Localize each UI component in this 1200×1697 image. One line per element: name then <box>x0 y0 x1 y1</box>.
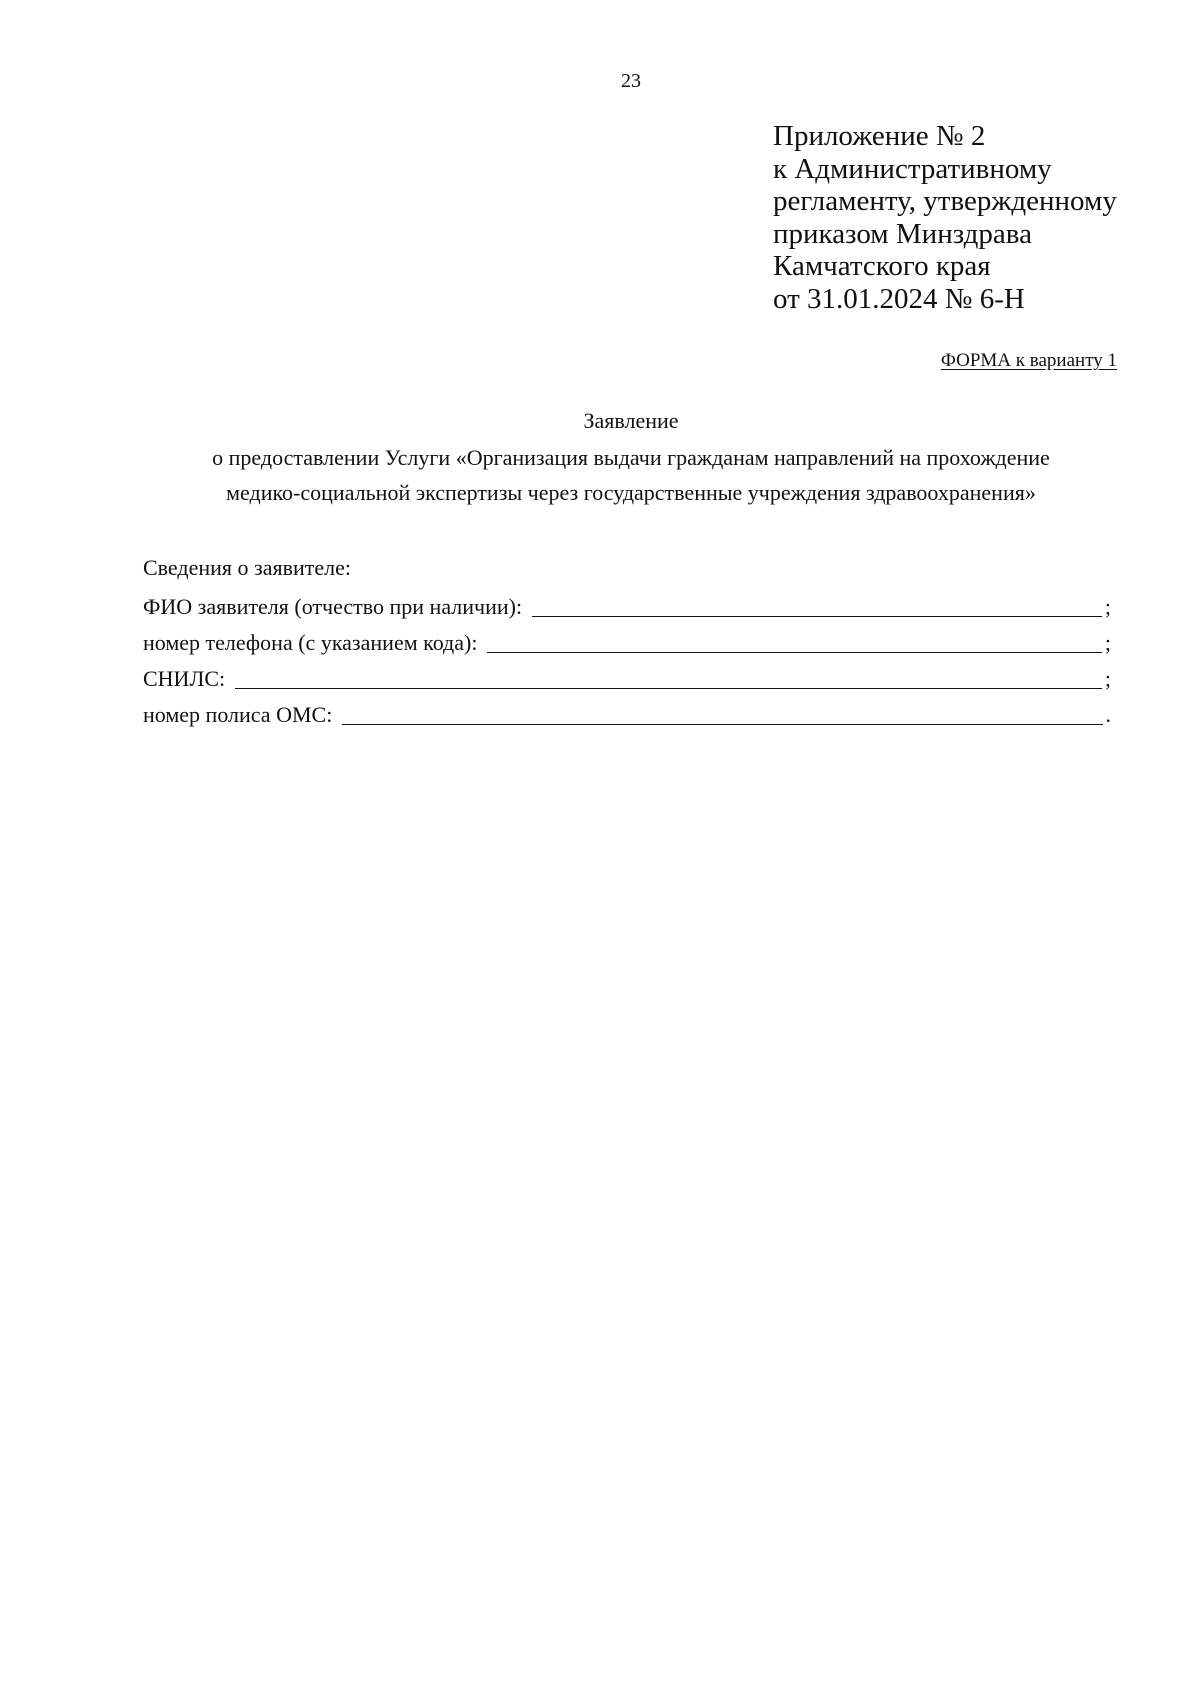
oms-policy-label: номер полиса ОМС: <box>143 702 333 727</box>
appendix-line: к Административному <box>773 152 1052 185</box>
appendix-line: приказом Минздрава <box>773 217 1032 250</box>
document-subtitle <box>100 440 1162 510</box>
snils-row <box>143 662 1111 692</box>
snils-terminator: ; <box>1104 666 1111 691</box>
appendix-line: от 31.01.2024 № 6-Н <box>773 282 1025 315</box>
oms-policy-row <box>143 698 1111 728</box>
snils-label: СНИЛС: <box>143 666 226 691</box>
form-variant-label: ФОРМА к варианту 1 <box>940 350 1117 371</box>
subtitle-line: о предоставлении Услуги «Организация выдачи гражданам направлений на прохождение <box>212 445 1050 470</box>
phone-row <box>143 626 1111 656</box>
full-name-label: ФИО заявителя (отчество при наличии): <box>143 594 523 619</box>
oms-policy-field[interactable] <box>342 700 1102 725</box>
phone-label: номер телефона (с указанием кода): <box>143 630 478 655</box>
appendix-header <box>773 120 1117 315</box>
subtitle-line: медико-социальной экспертизы через государственные учреждения здравоохранения» <box>226 480 1036 505</box>
phone-terminator: ; <box>1104 630 1111 655</box>
applicant-section-label: Сведения о заявителе: <box>143 555 352 580</box>
appendix-line: регламенту, утвержденному <box>773 185 1117 217</box>
phone-field[interactable] <box>487 628 1101 653</box>
appendix-line: Приложение № 2 <box>773 120 986 152</box>
document-title: Заявление <box>583 408 679 433</box>
page-number: 23 <box>621 70 641 92</box>
full-name-row <box>143 590 1111 620</box>
oms-policy-terminator: . <box>1105 702 1111 727</box>
full-name-field[interactable] <box>532 592 1102 617</box>
full-name-terminator: ; <box>1104 594 1111 619</box>
snils-field[interactable] <box>235 664 1102 689</box>
appendix-line: Камчатского края <box>773 250 991 282</box>
